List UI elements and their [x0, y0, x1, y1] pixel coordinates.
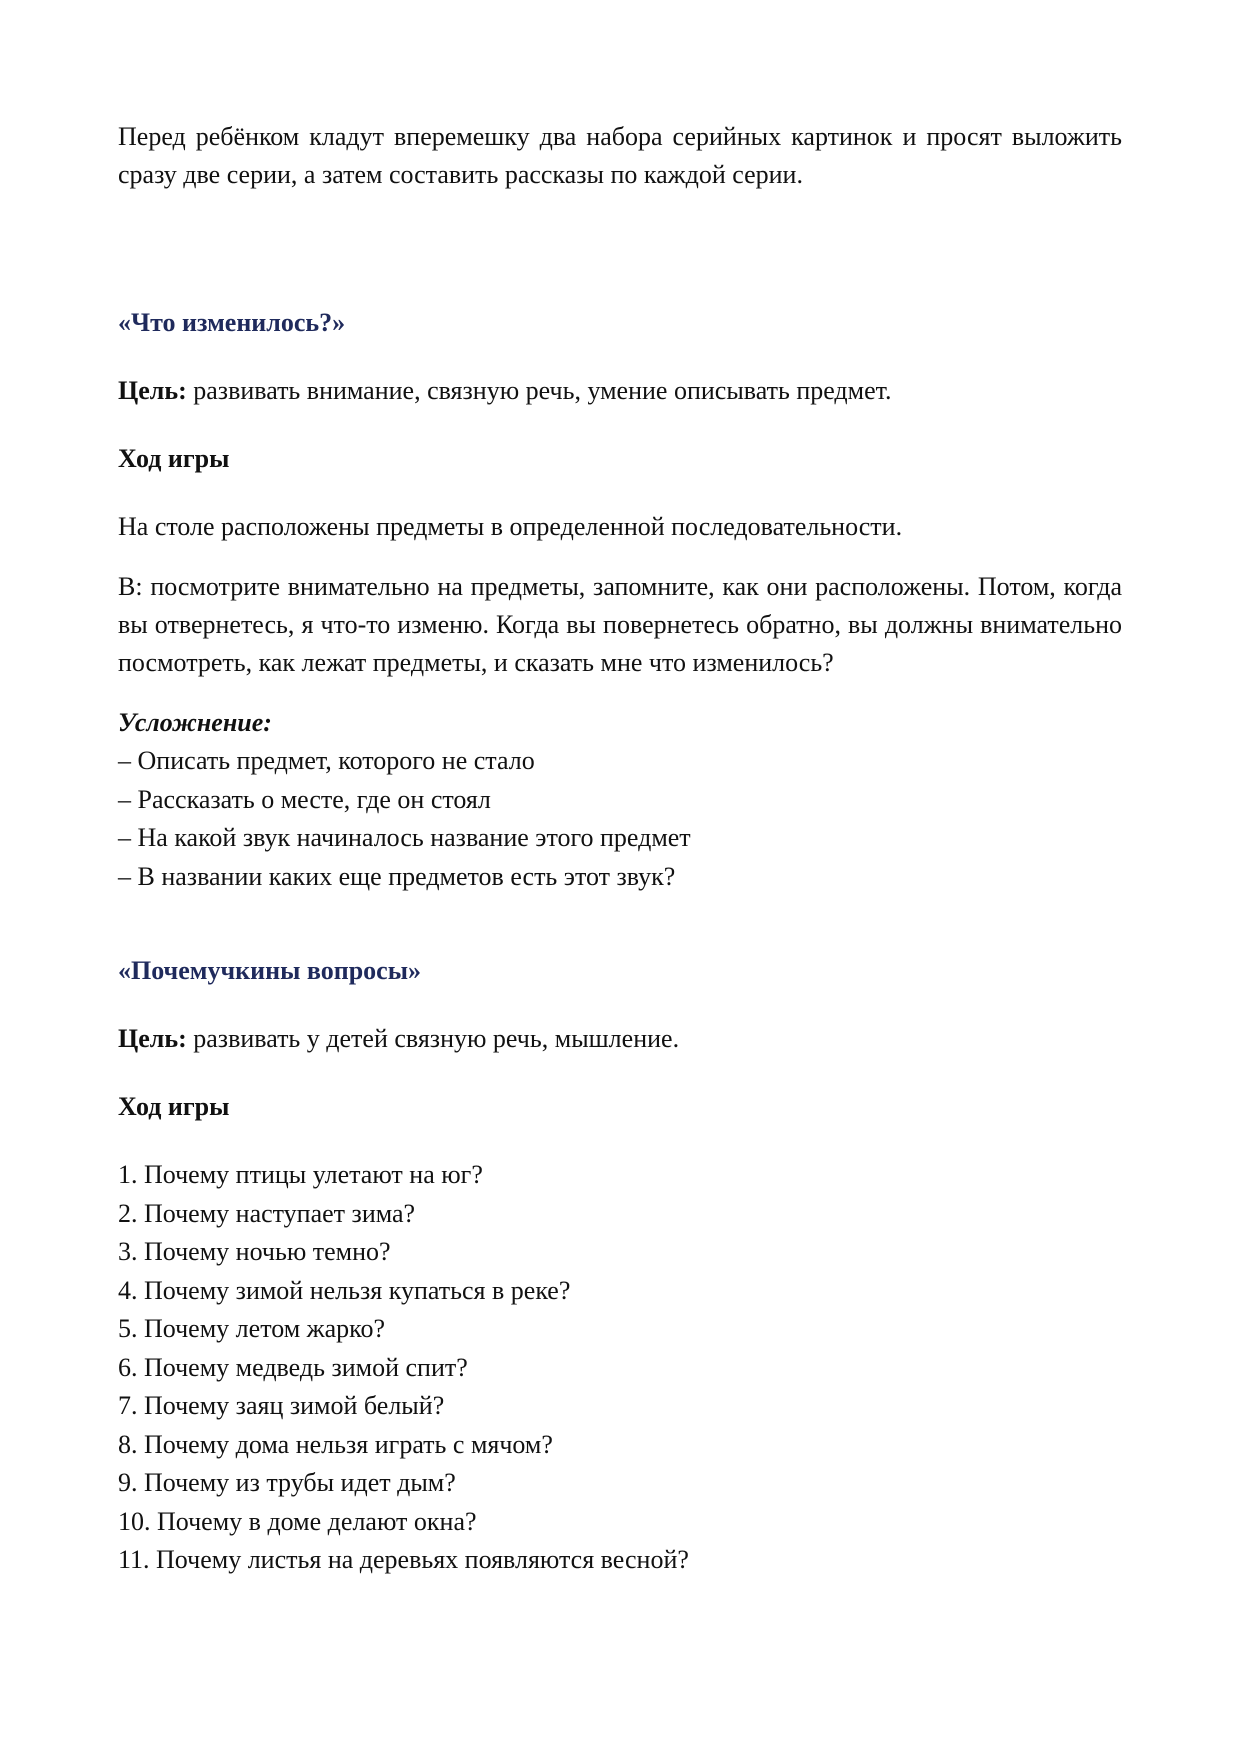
list-item: 11. Почему листья на деревьях появляются весной? [118, 1545, 689, 1574]
list-item: 8. Почему дома нельзя играть с мячом? [118, 1429, 553, 1459]
list-item: – Описать предмет, которого не стало [118, 746, 535, 775]
list-item: 6. Почему медведь зимой спит? [118, 1352, 468, 1382]
list-item: – В названии каких еще предметов есть этот звук? [118, 861, 676, 891]
game2-goal [118, 1020, 1122, 1058]
list-item: – Рассказать о месте, где он стоял [118, 784, 491, 814]
game2-goal-text: развивать у детей связную речь, мышление. [186, 1024, 680, 1053]
list-item: 4. Почему зимой нельзя купаться в реке? [118, 1275, 571, 1305]
list-item: 5. Почему летом жарко? [118, 1314, 386, 1343]
document-page [118, 118, 1122, 1580]
game1-goal-label: Цель: [118, 376, 187, 405]
game1-course-heading: Ход игры [118, 444, 230, 473]
game1-complication-label: Усложнение: [118, 708, 272, 737]
list-item: 10. Почему в доме делают окна? [118, 1506, 477, 1536]
game2-course-heading: Ход игры [118, 1092, 230, 1121]
list-item: 1. Почему птицы улетают на юг? [118, 1160, 483, 1189]
list-item: 2. Почему наступает зима? [118, 1198, 416, 1228]
game1-goal-text: развивать внимание, связную речь, умение описывать предмет. [186, 376, 892, 405]
intro-paragraph: Перед ребёнком кладут вперемешку два набора серийных картинок и просят выложить сразу две серии, а затем составить рассказы по каждой серии. [118, 122, 1122, 189]
game1-paragraph-1: На столе расположены предметы в определенной последовательности. [118, 512, 903, 541]
list-item: 7. Почему заяц зимой белый? [118, 1391, 445, 1420]
game1-title: «Что изменилось?» [118, 308, 346, 337]
list-item: 3. Почему ночью темно? [118, 1237, 391, 1266]
list-item: 9. Почему из трубы идет дым? [118, 1468, 456, 1497]
game2-title: «Почемучкины вопросы» [118, 956, 422, 985]
game1-complication-list [118, 742, 1122, 896]
game2-goal-label: Цель: [118, 1024, 187, 1053]
game1-goal [118, 372, 1122, 410]
game1-paragraph-2: В: посмотрите внимательно на предметы, запомните, как они расположены. Потом, когда вы отвернетесь, я что-то изменю. Когда вы повернетесь обратно, вы должны внимательно посмотреть, как лежат предметы, и сказать мне что изменилось? [118, 572, 1122, 677]
list-item: – На какой звук начиналось название этого предмет [118, 823, 691, 852]
game2-question-list [118, 1156, 1122, 1580]
